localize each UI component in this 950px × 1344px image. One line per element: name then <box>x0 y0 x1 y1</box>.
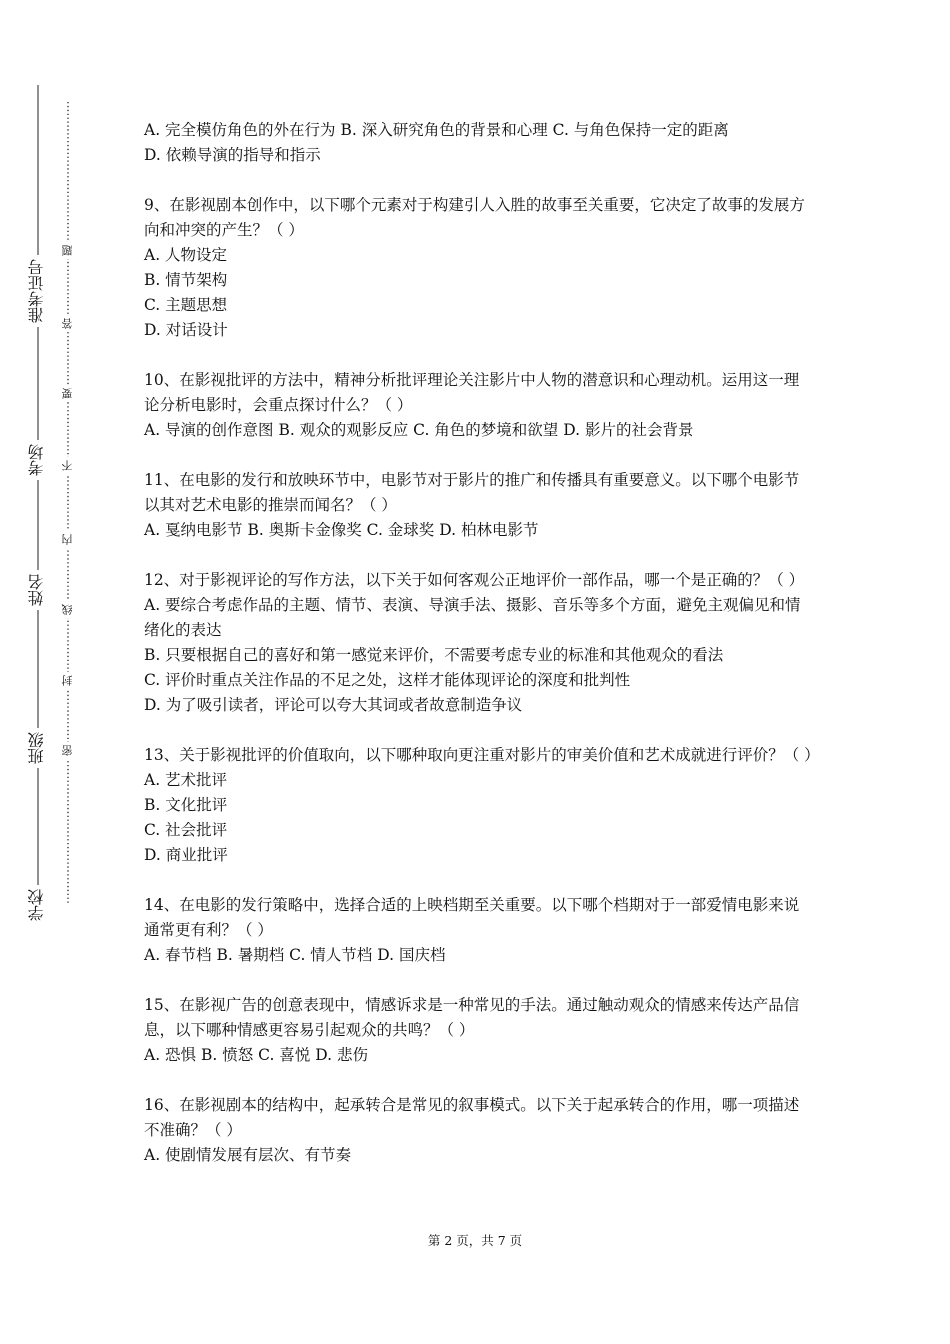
question-10 <box>144 368 814 443</box>
question-stem: 10、在影视批评的方法中，精神分析批评理论关注影片中人物的潜意识和心理动机。运用这一理论分析电影时，会重点探讨什么？（ ） <box>144 371 800 414</box>
option-c: C. 社会批评 <box>144 821 228 839</box>
exam-content <box>144 118 820 1193</box>
seal-char-nei: 内 <box>62 531 73 548</box>
option-line: A. 完全模仿角色的外在行为 B. 深入研究角色的背景和心理 C. 与角色保持一定的距离 <box>144 121 729 139</box>
option-line: A. 戛纳电影节 B. 奥斯卡金像奖 C. 金球奖 D. 柏林电影节 <box>144 521 539 539</box>
option-b: B. 只要根据自己的喜好和第一感觉来评价，不需要考虑专业的标准和其他观众的看法 <box>144 646 724 664</box>
question-15 <box>144 993 814 1068</box>
option-d: D. 对话设计 <box>144 321 228 339</box>
binding-lines <box>0 0 110 1344</box>
binding-sidebar <box>0 0 110 1344</box>
question-9 <box>144 193 814 343</box>
question-stem: 14、在电影的发行策略中，选择合适的上映档期至关重要。以下哪个档期对于一部爱情电影来说通常更有利？（ ） <box>144 896 800 939</box>
seal-char-mi: 密 <box>62 742 73 759</box>
seal-char-bu: 不 <box>62 457 73 474</box>
question-stem: 13、关于影视批评的价值取向，以下哪种取向更注重对影片的审美价值和艺术成就进行评价？（ ） <box>144 746 820 764</box>
option-a: A. 艺术批评 <box>144 771 228 789</box>
question-13 <box>144 743 820 868</box>
seal-char-xian: 线 <box>62 601 73 618</box>
option-a: A. 要综合考虑作品的主题、情节、表演、导演手法、摄影、音乐等多个方面，避免主观偏见和情绪化的表达 <box>144 596 801 639</box>
question-stem: 9、在影视剧本创作中，以下哪个元素对于构建引人入胜的故事至关重要，它决定了故事的发展方向和冲突的产生？（ ） <box>144 196 805 239</box>
seal-char-ti: 题 <box>62 242 73 259</box>
option-line: A. 恐惧 B. 愤怒 C. 喜悦 D. 悲伤 <box>144 1046 368 1064</box>
option-line: A. 导演的创作意图 B. 观众的观影反应 C. 角色的梦境和欲望 D. 影片的社会背景 <box>144 421 694 439</box>
seal-char-feng: 封 <box>62 672 73 689</box>
option-b: B. 情节架构 <box>144 271 228 289</box>
option-line: A. 春节档 B. 暑期档 C. 情人节档 D. 国庆档 <box>144 946 446 964</box>
question-16 <box>144 1093 814 1168</box>
seal-char-yao: 要 <box>62 385 73 402</box>
question-stem: 16、在影视剧本的结构中，起承转合是常见的叙事模式。以下关于起承转合的作用，哪一项描述不准确？（ ） <box>144 1096 800 1139</box>
option-d: D. 商业批评 <box>144 846 228 864</box>
option-c: C. 主题思想 <box>144 296 228 314</box>
field-class: 班级 <box>29 728 45 768</box>
option-b: B. 文化批评 <box>144 796 228 814</box>
field-exam-room: 考场 <box>29 440 45 480</box>
field-exam-number: 准考证号 <box>29 255 45 327</box>
question-12 <box>144 568 814 718</box>
page-footer: 第 2 页，共 7 页 <box>427 1233 523 1248</box>
option-a: A. 人物设定 <box>144 246 228 264</box>
question-stem: 15、在影视广告的创意表现中，情感诉求是一种常见的手法。通过触动观众的情感来传达产品信息，以下哪种情感更容易引起观众的共鸣？（ ） <box>144 996 800 1039</box>
option-a: A. 使剧情发展有层次、有节奏 <box>144 1146 352 1164</box>
option-d: D. 为了吸引读者，评论可以夸大其词或者故意制造争议 <box>144 696 523 714</box>
field-school: 学校 <box>29 885 45 925</box>
option-line: D. 依赖导演的指导和指示 <box>144 146 321 164</box>
question-8-continued <box>144 118 814 168</box>
question-11 <box>144 468 814 543</box>
question-stem: 11、在电影的发行和放映环节中，电影节对于影片的推广和传播具有重要意义。以下哪个电影节以其对艺术电影的推崇而闻名？（ ） <box>144 471 800 514</box>
question-stem: 12、对于影视评论的写作方法，以下关于如何客观公正地评价一部作品，哪一个是正确的？（ ） <box>144 571 805 589</box>
question-14 <box>144 893 814 968</box>
field-name: 姓名 <box>29 570 45 610</box>
seal-char-da: 答 <box>62 315 73 332</box>
option-c: C. 评价时重点关注作品的不足之处，这样才能体现评论的深度和批判性 <box>144 671 631 689</box>
